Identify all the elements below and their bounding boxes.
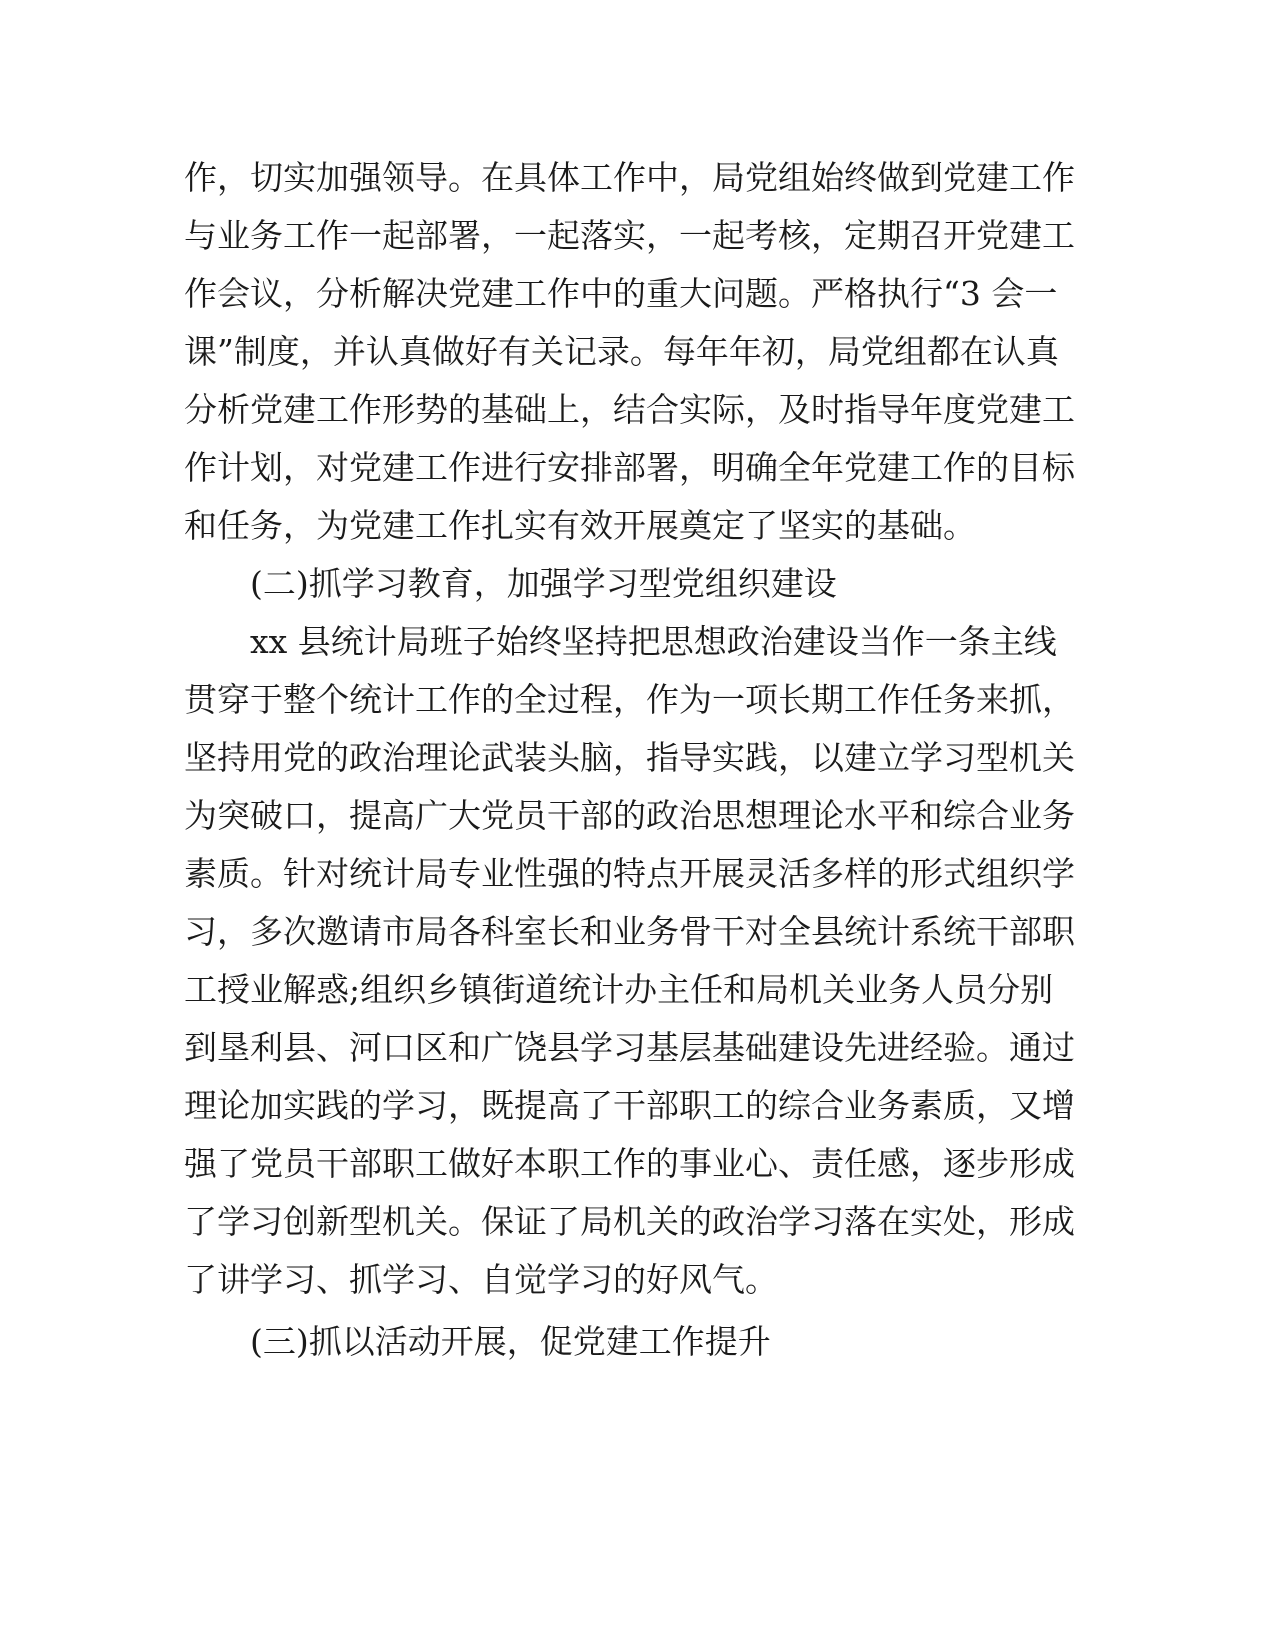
paragraph-line: xx 县统计局班子始终坚持把思想政治建设当作一条主线 (250, 622, 1057, 661)
paragraph-line: 理论加实践的学习，既提高了干部职工的综合业务素质，又增 (184, 1086, 1075, 1125)
paragraph-line: 到垦利县、河口区和广饶县学习基层基础建设先进经验。通过 (184, 1028, 1075, 1067)
paragraph-line: 强了党员干部职工做好本职工作的事业心、责任感，逐步形成 (184, 1144, 1075, 1183)
paragraph-line: 作计划，对党建工作进行安排部署，明确全年党建工作的目标 (184, 448, 1075, 487)
paragraph-line: 了讲学习、抓学习、自觉学习的好风气。 (184, 1260, 778, 1299)
paragraph-line: 贯穿于整个统计工作的全过程，作为一项长期工作任务来抓， (184, 680, 1075, 719)
paragraph-line: 与业务工作一起部署，一起落实，一起考核，定期召开党建工 (184, 216, 1075, 255)
paragraph-line: 为突破口，提高广大党员干部的政治思想理论水平和综合业务 (184, 796, 1075, 835)
paragraph-line: 课”制度，并认真做好有关记录。每年年初，局党组都在认真 (184, 332, 1059, 371)
paragraph-line: 和任务，为党建工作扎实有效开展奠定了坚实的基础。 (184, 506, 976, 545)
paragraph-line: 了学习创新型机关。保证了局机关的政治学习落在实处，形成 (184, 1202, 1075, 1241)
paragraph-line: 作，切实加强领导。在具体工作中，局党组始终做到党建工作 (184, 158, 1075, 197)
paragraph-line: 素质。针对统计局专业性强的特点开展灵活多样的形式组织学 (184, 854, 1075, 893)
paragraph-line: 习，多次邀请市局各科室长和业务骨干对全县统计系统干部职 (184, 912, 1075, 951)
section-heading: (三)抓以活动开展，促党建工作提升 (250, 1322, 771, 1361)
paragraph-line: 作会议，分析解决党建工作中的重大问题。严格执行“3 会一 (184, 274, 1058, 313)
paragraph-line: 分析党建工作形势的基础上，结合实际，及时指导年度党建工 (184, 390, 1075, 429)
paragraph-line: 工授业解惑;组织乡镇街道统计办主任和局机关业务人员分别 (184, 970, 1054, 1009)
paragraph-line: 坚持用党的政治理论武装头脑，指导实践，以建立学习型机关 (184, 738, 1075, 777)
section-heading: (二)抓学习教育，加强学习型党组织建设 (250, 564, 837, 603)
